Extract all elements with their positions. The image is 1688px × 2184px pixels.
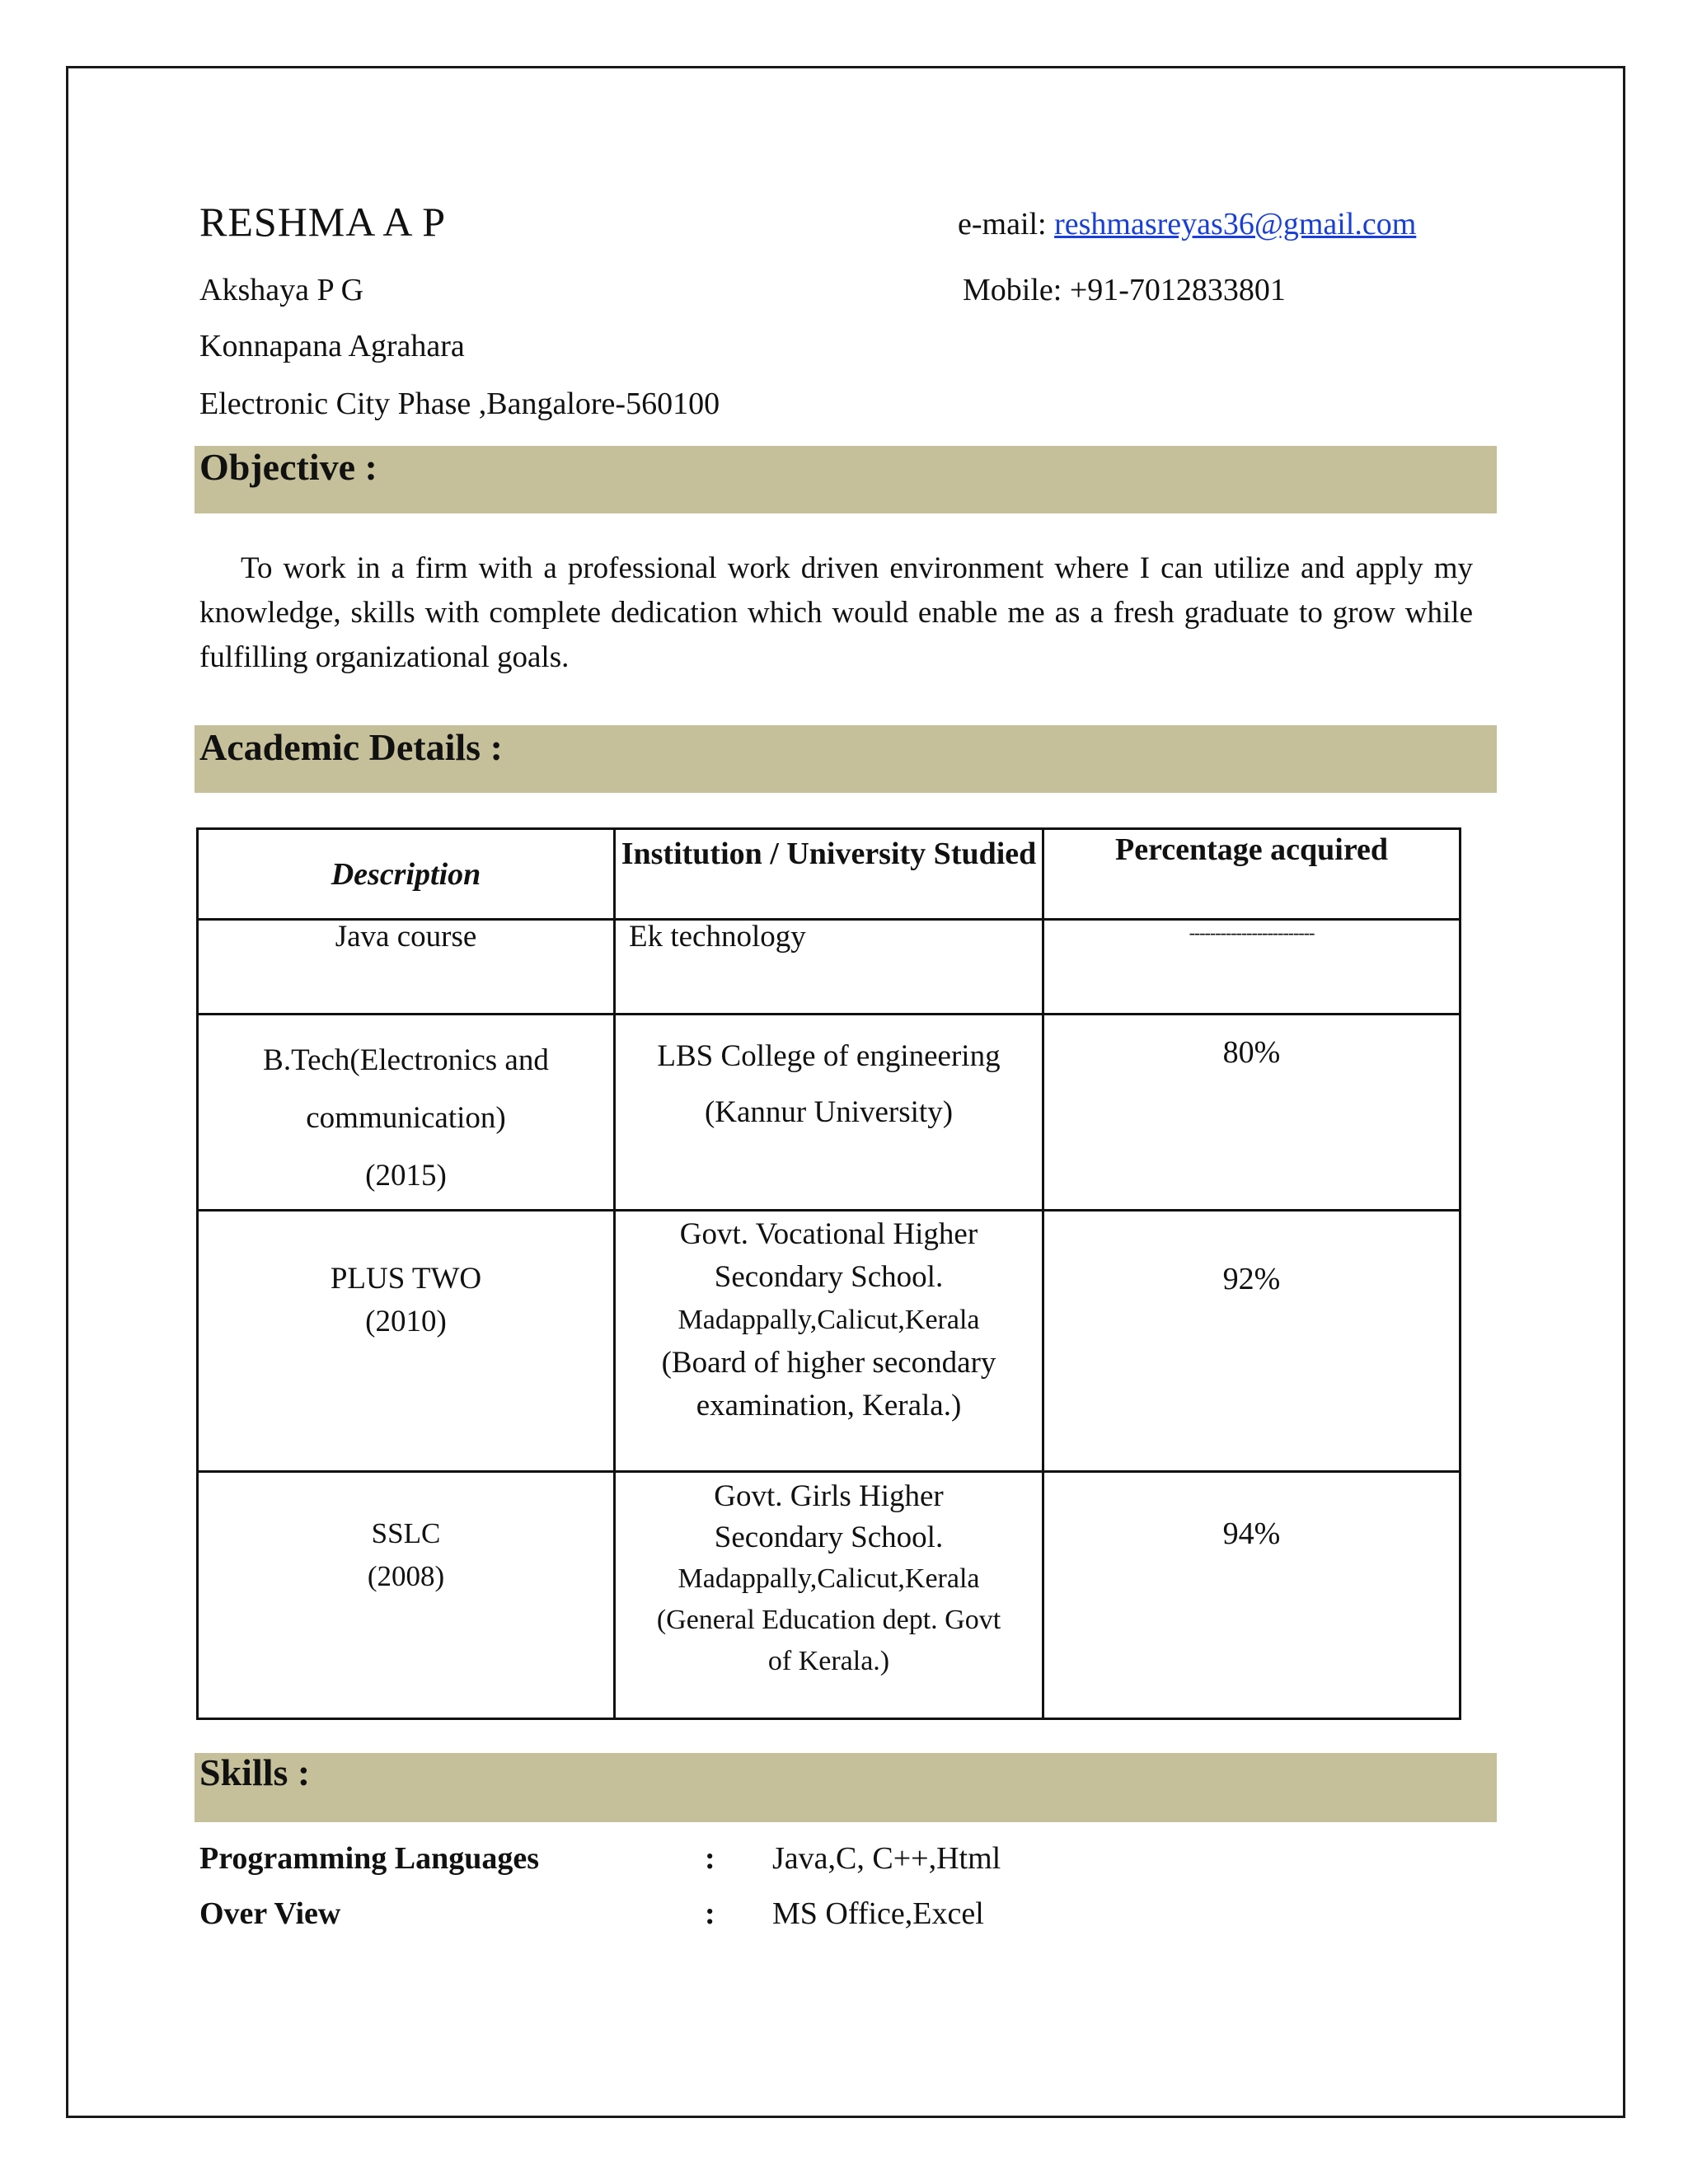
desc-line: SSLC [371, 1517, 441, 1549]
inst-cell [615, 1472, 1043, 1719]
skill-value-overview: MS Office,Excel [772, 1896, 984, 1931]
desc-line: (2008) [367, 1560, 445, 1592]
inst-line: Secondary School. [714, 1260, 944, 1294]
skill-colon: : [705, 1896, 715, 1931]
table-row [198, 1472, 1461, 1719]
inst-line: of Kerala.) [767, 1646, 890, 1676]
header-percentage: Percentage acquired [1043, 829, 1461, 920]
table-row [198, 1015, 1461, 1211]
desc-line: B.Tech(Electronics and [263, 1043, 549, 1077]
inst-line: Madappally,Calicut,Kerala [678, 1305, 980, 1335]
table-row [198, 920, 1461, 1015]
email-link[interactable]: reshmasreyas36@gmail.com [1054, 207, 1417, 241]
inst-line: Secondary School. [714, 1521, 944, 1554]
skill-value-programming: Java,C, C++,Html [772, 1841, 1001, 1876]
candidate-name: RESHMA A P [199, 199, 447, 245]
address-line-2: Konnapana Agrahara [199, 329, 465, 363]
inst-line: (General Education dept. Govt [656, 1605, 1001, 1635]
inst-line: LBS College of engineering [657, 1039, 1001, 1073]
email-contact [958, 206, 1416, 242]
pct-cell: ------------------------ [1043, 920, 1461, 1015]
desc-line: Java course [335, 920, 477, 954]
objective-section-bar [195, 446, 1497, 513]
desc-cell [198, 1472, 615, 1719]
desc-cell [198, 1211, 615, 1472]
desc-line: (2015) [365, 1159, 447, 1193]
inst-line: (Board of higher secondary [661, 1346, 996, 1380]
pct-cell: 92% [1043, 1211, 1461, 1472]
inst-line: Ek technology [629, 920, 806, 954]
table-row [198, 1211, 1461, 1472]
address-line-1: Akshaya P G [199, 273, 364, 307]
skill-label-programming: Programming Languages [199, 1841, 540, 1876]
email-label: e-mail: [958, 207, 1055, 241]
objective-text: To work in a firm with a professional work driven environment where I can utilize and apply my knowledge, skills with complete dedication which would enable me as a fresh graduate to grow while fulfilling organizational goals. [199, 551, 1473, 674]
inst-line: Govt. Vocational Higher [679, 1217, 978, 1251]
inst-cell [615, 920, 1043, 1015]
academic-details-table [196, 827, 1461, 1720]
desc-cell [198, 1015, 615, 1211]
skill-colon: : [705, 1841, 715, 1876]
mobile-contact: Mobile: +91-7012833801 [963, 273, 1286, 307]
header-institution: Institution / University Studied [615, 829, 1043, 920]
desc-line: communication) [306, 1101, 506, 1135]
inst-line: Madappally,Calicut,Kerala [678, 1563, 980, 1594]
objective-heading: Objective : [199, 446, 377, 488]
desc-line: PLUS TWO [330, 1262, 482, 1296]
inst-cell [615, 1211, 1043, 1472]
inst-line: (Kannur University) [704, 1095, 954, 1129]
academic-heading: Academic Details : [199, 726, 503, 768]
header-description: Description [198, 829, 615, 920]
skills-section-bar [195, 1753, 1497, 1822]
pct-cell: 94% [1043, 1472, 1461, 1719]
inst-cell [615, 1015, 1043, 1211]
inst-line: examination, Kerala.) [696, 1389, 962, 1422]
address-line-3: Electronic City Phase ,Bangalore-560100 [199, 387, 720, 421]
inst-line: Govt. Girls Higher [714, 1479, 944, 1513]
skills-heading: Skills : [199, 1751, 311, 1793]
pct-cell: 80% [1043, 1015, 1461, 1211]
table-header-row [198, 829, 1461, 920]
desc-cell [198, 920, 615, 1015]
desc-line: (2010) [365, 1305, 447, 1338]
skill-label-overview: Over View [199, 1896, 341, 1931]
